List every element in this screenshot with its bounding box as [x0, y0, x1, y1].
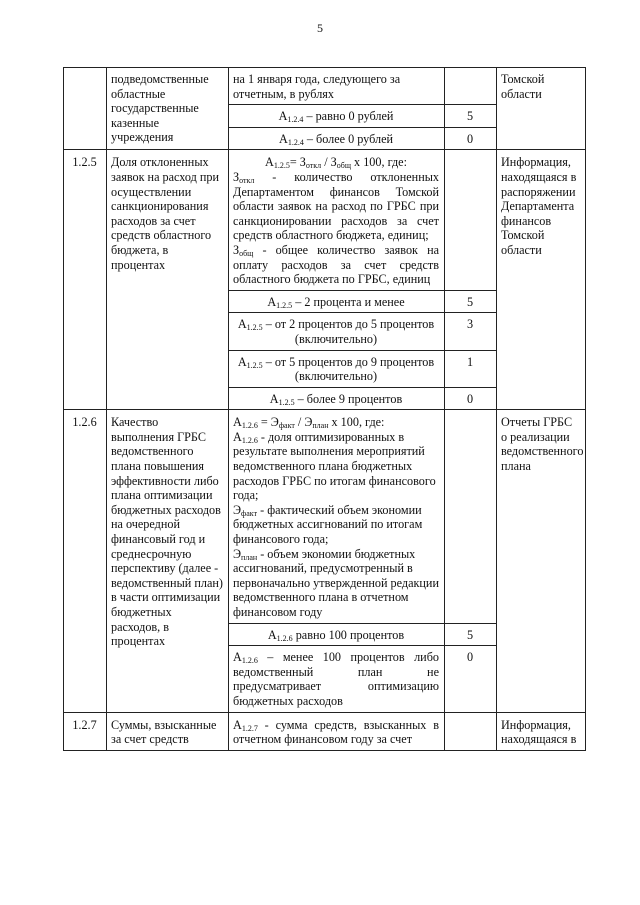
source-cell: Информация, находящаяся в распоряжении Департамента финансов Томской области — [497, 150, 586, 410]
score-cell: 5 — [445, 290, 497, 313]
score-cell — [445, 712, 497, 750]
formula-definition: $A_{1.2.6}$ - доля оптимизированных в результате выполнения мероприятий ведомственного плана бюджетных расходов ГРБС по итогам финансового года; — [233, 429, 436, 503]
source-cell: Информация, находящаяся в — [497, 712, 586, 750]
formula-definition: $Э_{план}$ - объем экономии бюджетных ассигнований, предусмотренный в первоначально утвержденной редакции ведомственного плана в отчетном финансовом году — [233, 546, 439, 619]
formula-cell — [229, 150, 445, 290]
criterion-cell: $A_{1.2.5}$ – более 9 процентов — [229, 387, 445, 410]
criterion-cell: $A_{1.2.6}$ – менее 100 процентов либо ведомственный план не предусматривает оптимизацию бюджетных расходов — [229, 646, 445, 712]
formula-cell: $A_{1.2.7}$ - сумма средств, взысканных в отчетном финансовом году за счет — [229, 712, 445, 750]
score-cell: 5 — [445, 623, 497, 646]
row-number: 1.2.5 — [64, 150, 107, 410]
score-cell — [445, 410, 497, 623]
table-row — [64, 150, 586, 290]
formula-line: $A_{1.2.5}= З_{откл} / З_{общ}$ х 100, где: — [265, 155, 407, 171]
score-cell — [445, 68, 497, 105]
formula-definition: $Э_{факт}$ - фактический объем экономии бюджетных ассигнований по итогам финансового года; — [233, 502, 423, 547]
indicator-name: подведомственные областные государственные казенные учреждения — [107, 68, 229, 150]
row-number — [64, 68, 107, 150]
criterion-cell: $A_{1.2.5}$ – от 5 процентов до 9 процентов (включительно) — [229, 350, 445, 387]
table-row — [64, 68, 586, 105]
criterion-cell: $A_{1.2.5}$ – от 2 процентов до 5 процентов (включительно) — [229, 313, 445, 350]
criterion-cell: $A_{1.2.4}$ – равно 0 рублей — [229, 105, 445, 128]
formula-line: $A_{1.2.6} = Э_{факт} / Э_{план}$ х 100, где: — [233, 415, 385, 431]
page-number: 5 — [317, 21, 323, 35]
row-number: 1.2.7 — [64, 712, 107, 750]
score-cell — [445, 150, 497, 290]
formula-definition: $З_{общ}$ - общее количество заявок на оплату расходов за счет средств областного бюджета по ГРБС, единиц — [233, 242, 439, 287]
indicator-name: Доля отклоненных заявок на расход при осуществлении санкционирования расходов за счет средств областного бюджета, в процентах — [107, 150, 229, 410]
score-cell: 0 — [445, 127, 497, 150]
source-cell: Томской области — [497, 68, 586, 150]
score-cell: 0 — [445, 646, 497, 712]
criterion-cell: $A_{1.2.5} - 2$ процента и менее — [229, 290, 445, 313]
formula-definition: $З_{откл}$ - количество отклоненных Департаментом финансов Томской области заявок на расход по ГРБС при санкционировании расходов за счет средств областного бюджета, единиц; — [233, 169, 439, 243]
criterion-cell: $A_{1.2.4}$ – более 0 рублей — [229, 127, 445, 150]
formula-cell — [229, 410, 445, 623]
source-cell: Отчеты ГРБС о реализации ведомственного плана — [497, 410, 586, 712]
criterion-cell: $A_{1.2.6}$ равно 100 процентов — [229, 623, 445, 646]
score-cell: 1 — [445, 350, 497, 387]
score-cell: 5 — [445, 105, 497, 128]
criteria-table — [63, 67, 586, 751]
indicator-name: Качество выполнения ГРБС ведомственного плана повышения эффективности либо плана оптимизации бюджетных расходов на очередной финансовый год и среднесрочную перспективу (далее - ведомственный план) в части оптимизации бюджетных расходов, в процентах — [107, 410, 229, 712]
score-cell: 3 — [445, 313, 497, 350]
table-row — [64, 410, 586, 623]
row-number: 1.2.6 — [64, 410, 107, 712]
formula-cell: на 1 января года, следующего за отчетным, в рублях — [229, 68, 445, 105]
indicator-name: Суммы, взысканные за счет средств — [107, 712, 229, 750]
table-row — [64, 712, 586, 750]
score-cell: 0 — [445, 387, 497, 410]
